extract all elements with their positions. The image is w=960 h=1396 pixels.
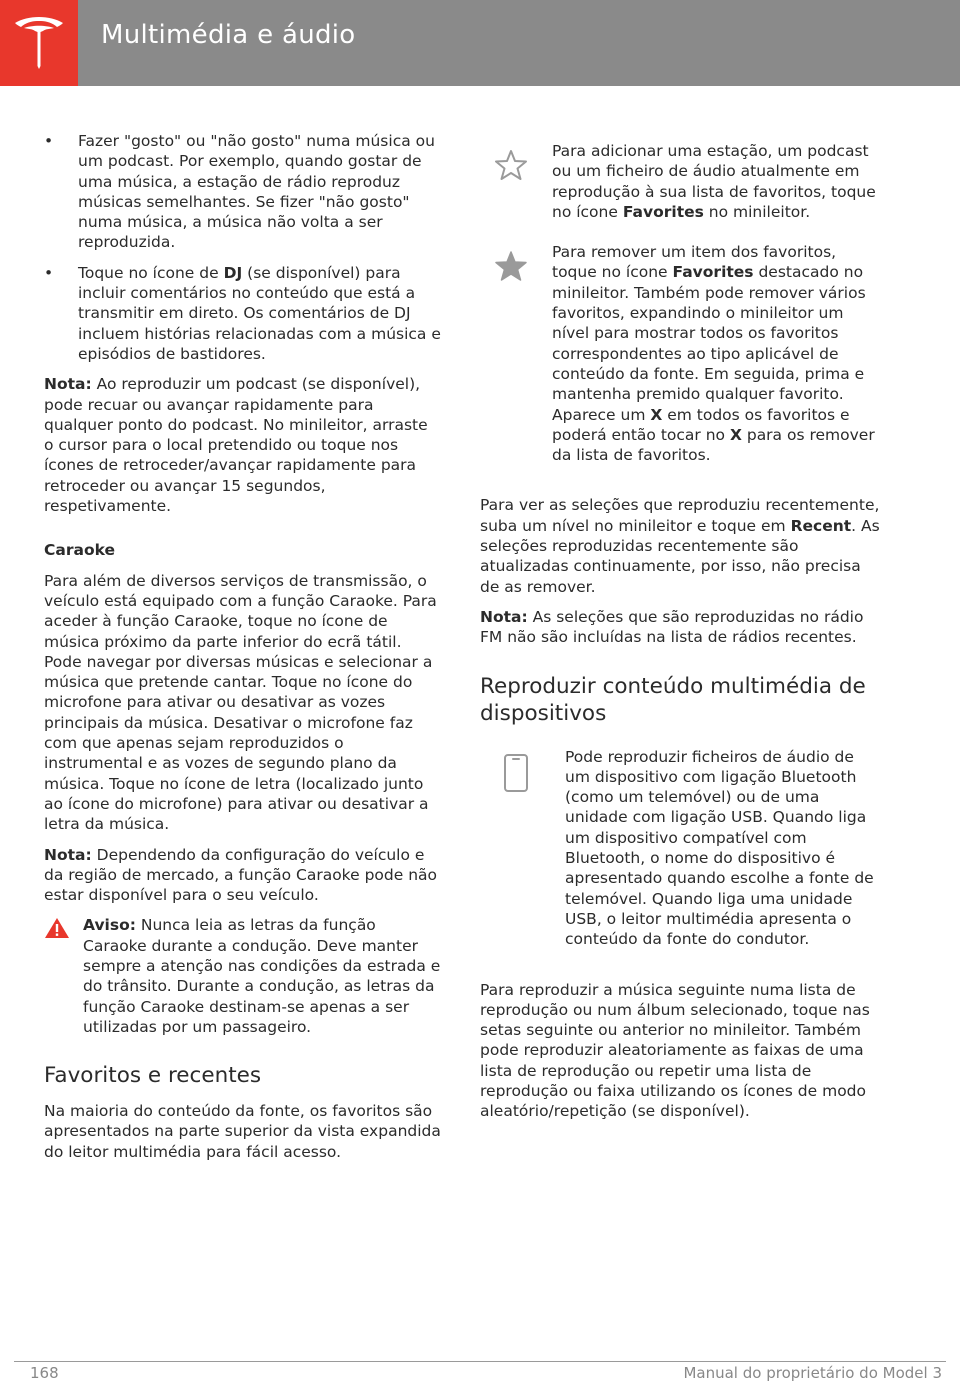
devices-row bbox=[480, 747, 880, 950]
left-column bbox=[44, 131, 442, 1172]
bullet-icon: • bbox=[44, 263, 54, 282]
page-number: 168 bbox=[30, 1364, 59, 1382]
warning-icon bbox=[44, 917, 70, 939]
playback-paragraph: Para reproduzir a música seguinte numa lista de reprodução ou num álbum selecionado, toque nas setas seguinte ou anterior no minileitor. Também pode reproduzir aleatoriamente as faixas de uma lista de reprodução ou repetir uma lista de reprodução ou faixa utilizando os ícones de modo aleatório/repetição (se disponível). bbox=[480, 980, 870, 1121]
warning-label: Aviso: bbox=[83, 916, 136, 935]
section-heading-devices: Reproduzir conteúdo multimédia de dispositivos bbox=[480, 673, 866, 726]
list-item bbox=[44, 131, 442, 253]
list-item bbox=[44, 263, 442, 364]
manual-title: Manual do proprietário do Model 3 bbox=[683, 1364, 942, 1382]
warning-text: Nunca leia as letras da função Caraoke durante a condução. Deve manter sempre a atenção nas condições da estrada e do trânsito. Durante a condução, as letras da função Caraoke destinam-se apenas a ser utilizadas por um passageiro. bbox=[83, 916, 441, 1036]
note-label: Nota: bbox=[44, 845, 92, 864]
note-text: Ao reproduzir um podcast (se disponível), pode recuar ou avançar rapidamente para qualquer ponto do podcast. No minileitor, arraste o cursor para o local pretendido ou toque nos ícones de retroceder/avançar rapidamente para retroceder ou avançar 15 segundos, respetivamente. bbox=[44, 375, 428, 516]
add-favorite-row bbox=[480, 141, 880, 222]
add-fav-text-post: no minileitor. bbox=[703, 202, 811, 221]
section-heading-caraoke: Caraoke bbox=[44, 541, 115, 560]
bullet-text-pre: Toque no ícone de bbox=[78, 263, 224, 282]
favorites-label: Favorites bbox=[622, 202, 704, 221]
note-text: As seleções que são reproduzidas no rádio FM não são incluídas na lista de rádios recentes. bbox=[480, 607, 864, 647]
note-label: Nota: bbox=[480, 607, 528, 626]
bullet-text-post: (se disponível) para incluir comentários no conteúdo que está a transmitir em direto. Os comentários de DJ incluem histórias relacionadas com a música e episódios de bastidores. bbox=[78, 263, 441, 363]
warning-block bbox=[44, 915, 442, 1037]
note-label: Nota: bbox=[44, 375, 92, 394]
x-label: X bbox=[650, 405, 663, 424]
favorites-paragraph: Na maioria do conteúdo da fonte, os favoritos são apresentados na parte superior da vista expandida do leitor multimédia para fácil acesso. bbox=[44, 1102, 441, 1161]
footer-divider bbox=[14, 1361, 946, 1362]
right-column bbox=[480, 141, 880, 1132]
recent-text: . As seleções reproduzidas recentemente são atualizadas continuamente, por isso, não precisa de as remover. bbox=[480, 516, 880, 596]
brand-block bbox=[0, 0, 78, 86]
remove-favorite-row bbox=[480, 242, 880, 465]
note-fm bbox=[480, 607, 880, 648]
dj-label: DJ bbox=[223, 263, 243, 282]
x-label: X bbox=[729, 425, 742, 444]
devices-text: Pode reproduzir ficheiros de áudio de um dispositivo com ligação Bluetooth (como um telemóvel) ou de uma unidade com ligação USB. Quando liga um dispositivo compatível com Bluetooth, o nome do dispositivo é apresentado quando escolhe a fonte de telemóvel. Quando liga uma unidade USB, o leitor multimédia apresenta o conteúdo da fonte do condutor. bbox=[565, 747, 874, 949]
phone-icon bbox=[502, 753, 530, 793]
star-filled-icon bbox=[494, 250, 528, 282]
caraoke-paragraph: Para além de diversos serviços de transmissão, o veículo está equipado com a função Caraoke. Para aceder à função Caraoke, toque no ícone de música próximo da parte inferior do ecrã tátil. Pode navegar por diversas músicas e selecionar a música que pretende cantar. Toque no ícone do microfone para ativar ou desativar as vozes principais da música. Desativar o microfone faz com que apenas sejam reproduzidos o instrumental e as vozes de segundo plano da música. Toque no ícone de letra (localizado junto ao ícone do microfone) para ativar ou desativar a letra da música. bbox=[44, 571, 437, 834]
page-header bbox=[0, 0, 960, 86]
recent-label: Recent bbox=[790, 516, 852, 535]
note-text: Dependendo da configuração do veículo e da região de mercado, a função Caraoke pode não estar disponível para o seu veículo. bbox=[44, 845, 438, 905]
add-fav-text-pre: Para adicionar uma estação, um podcast ou um ficheiro de áudio atualmente em reprodução à sua lista de favoritos, toque no ícone bbox=[552, 142, 876, 221]
bullet-icon: • bbox=[44, 132, 54, 150]
note-podcast bbox=[44, 374, 442, 516]
favorites-label: Favorites bbox=[672, 263, 754, 282]
note-caraoke bbox=[44, 845, 442, 906]
remove-fav-text: em todos os favoritos e poderá então tocar no bbox=[552, 405, 850, 444]
page-title: Multimédia e áudio bbox=[101, 20, 356, 50]
bullet-text: Fazer "gosto" ou "não gosto" numa música ou um podcast. Por exemplo, quando gostar de uma música, a estação de rádio reproduz músicas semelhantes. Se fizer "não gosto" numa música, a música não volta a ser reproduzida. bbox=[78, 132, 435, 252]
remove-fav-text: destacado no minileitor. Também pode remover vários favoritos, expandindo o minileitor um nível para mostrar todos os favoritos correspondentes ao tipo aplicável de conteúdo da fonte. Em seguida, prima e mantenha premido qualquer favorito. Aparece um bbox=[552, 263, 866, 424]
section-heading-favorites: Favoritos e recentes bbox=[44, 1063, 262, 1089]
remove-fav-text: para os remover da lista de favoritos. bbox=[552, 425, 875, 465]
recent-paragraph bbox=[480, 495, 880, 596]
recent-text: Para ver as seleções que reproduziu recentemente, suba um nível no minileitor e toque em bbox=[480, 496, 880, 535]
remove-fav-text: Para remover um item dos favoritos, toque no ícone bbox=[552, 243, 837, 282]
tesla-logo-icon bbox=[14, 16, 64, 70]
star-outline-icon bbox=[494, 149, 528, 181]
